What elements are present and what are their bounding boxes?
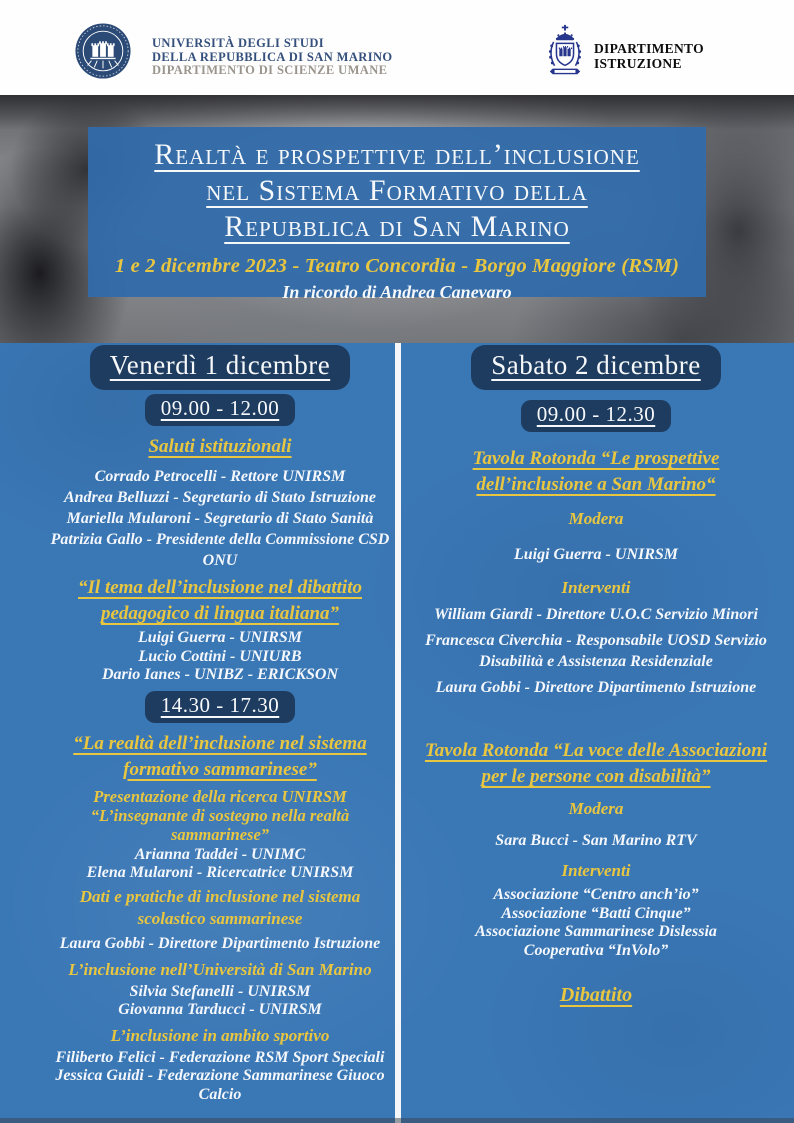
classroom-photo-background (0, 95, 794, 343)
event-date-location: 1 e 2 dicembre 2023 - Teatro Concordia - Borgo Maggiore (RSM) (114, 255, 680, 277)
saturday-time: 09.00 - 12.30 (521, 400, 672, 432)
speaker-line: Associazione “Batti Cinque” (501, 904, 691, 922)
speaker-line: Associazione Sammarinese Dislessia (475, 923, 717, 940)
friday-sub2-title: Dati e pratiche di inclusione nel sistema scolastico sammarinese (79, 886, 361, 928)
saturday-round1-moderator: Luigi Guerra - UNIRSM (513, 546, 679, 563)
speaker-line: Giovanna Tarducci - UNIRSM (118, 1001, 322, 1018)
speaker-line: Laura Gobbi - Direttore Dipartimento Istruzione (435, 679, 757, 696)
unirsm-name-line2: DELLA REPUBBLICA DI SAN MARINO (152, 49, 393, 64)
speaker-line: Elena Mularoni - Ricercatrice UNIRSM (86, 864, 354, 881)
friday-sub3-title: L’inclusione nell’Università di San Marino (68, 959, 372, 979)
saturday-round2-title: Tavola Rotonda “La voce delle Associazioni per le persone con disabilità” (424, 740, 768, 787)
speaker-line: Dario Ianes - UNIBZ - ERICKSON (101, 666, 339, 683)
friday-talk1-speakers (42, 629, 398, 685)
san-marino-coat-of-arms-logo (546, 24, 584, 79)
saturday-round1-interventi-label: Interventi (561, 578, 631, 597)
unirsm-seal-logo (74, 22, 132, 80)
saturday-round2-interventi-label: Interventi (561, 861, 631, 880)
header-bar (0, 0, 794, 95)
friday-day-header: Venerdì 1 dicembre (90, 345, 350, 390)
friday-sub1-speakers (42, 846, 398, 883)
friday-morning-time: 09.00 - 12.00 (145, 394, 296, 426)
friday-sub1-title: Presentazione della ricerca UNIRSM “L’insegnante di sostegno nella realtà sammarinese” (90, 786, 350, 844)
speaker-line: Laura Gobbi - Direttore Dipartimento Istruzione (59, 934, 381, 952)
speaker-line: Mariella Mularoni - Segretario di Stato Sanità (66, 510, 374, 527)
speaker-line: Lucio Cottini - UNIURB (138, 647, 302, 665)
unirsm-name-line3: DIPARTIMENTO DI SCIENZE UMANE (152, 63, 388, 77)
saturday-round2-speakers (412, 886, 780, 960)
unirsm-wordmark (152, 37, 393, 78)
speaker-line: Cooperativa “InVolo” (523, 941, 669, 959)
friday-sub4-title: L’inclusione in ambito sportivo (110, 1025, 330, 1045)
unirsm-name-line1: UNIVERSITÀ DEGLI STUDI (152, 36, 325, 50)
speaker-line: Jessica Guidi - Federazione Sammarinese Giuoco Calcio (55, 1067, 385, 1103)
speaker-line: Patrizia Gallo - Presidente della Commissione CSD ONU (50, 531, 390, 569)
san-marino-coat-of-arms-icon (546, 24, 584, 79)
speaker-line: Silvia Stefanelli - UNIRSM (129, 982, 311, 1000)
friday-talk1-title: “Il tema dell’inclusione nel dibattito pedagogico di lingua italiana” (78, 577, 362, 624)
friday-saluti-speakers (42, 466, 398, 571)
saturday-round1-title: Tavola Rotonda “Le prospettive dell’inclusione a San Marino“ (472, 448, 720, 495)
saturday-round2-moderator: Sara Bucci - San Marino RTV (495, 832, 697, 849)
friday-sub3-speakers (42, 983, 398, 1020)
program-area (0, 343, 794, 1123)
speaker-line: Andrea Belluzzi - Segretario di Stato Istruzione (63, 489, 377, 506)
bottom-edge-strip (0, 1118, 794, 1123)
poster-title-line3: Repubblica di San Marino (224, 210, 570, 243)
friday-saluti-title: Saluti istituzionali (148, 436, 292, 457)
speaker-line: Arianna Taddei - UNIMC (134, 845, 306, 863)
dipartimento-line1: DIPARTIMENTO (594, 41, 704, 56)
saturday-column (412, 343, 780, 1008)
poster-title-line1: Realtà e prospettive dell’inclusione (154, 138, 640, 171)
saturday-round1-speakers (412, 604, 780, 698)
friday-sub4-speakers (42, 1049, 398, 1105)
friday-talk2-title: “La realtà dell’inclusione nel sistema formativo sammarinese” (73, 732, 367, 780)
speaker-line: Francesca Civerchia - Responsabile UOSD Servizio Disabilità e Assistenza Residenziale (425, 632, 767, 670)
speaker-line: Corrado Petrocelli - Rettore UNIRSM (94, 468, 346, 485)
dipartimento-istruzione-wordmark (594, 41, 704, 71)
dedication-line: In ricordo di Andrea Canevaro (282, 282, 512, 302)
speaker-line: Luigi Guerra - UNIRSM (137, 629, 303, 646)
friday-afternoon-time: 14.30 - 17.30 (145, 691, 296, 723)
speaker-line: William Giardi - Direttore U.O.C Servizio Minori (434, 606, 758, 623)
title-banner (88, 127, 706, 302)
saturday-round1-modera-label: Modera (568, 509, 624, 528)
saturday-day-header: Sabato 2 dicembre (471, 345, 720, 390)
speaker-line: Filiberto Felici - Federazione RSM Sport Speciali (55, 1048, 385, 1066)
dipartimento-line2: ISTRUZIONE (594, 56, 682, 71)
speaker-line: Associazione “Centro anch’io” (493, 886, 699, 903)
saturday-round2-modera-label: Modera (568, 799, 624, 818)
poster-title-line2: nel Sistema Formativo della (206, 174, 588, 207)
friday-column (42, 343, 398, 1104)
unirsm-seal-icon (74, 22, 132, 80)
saturday-debate-title: Dibattito (559, 984, 633, 1006)
